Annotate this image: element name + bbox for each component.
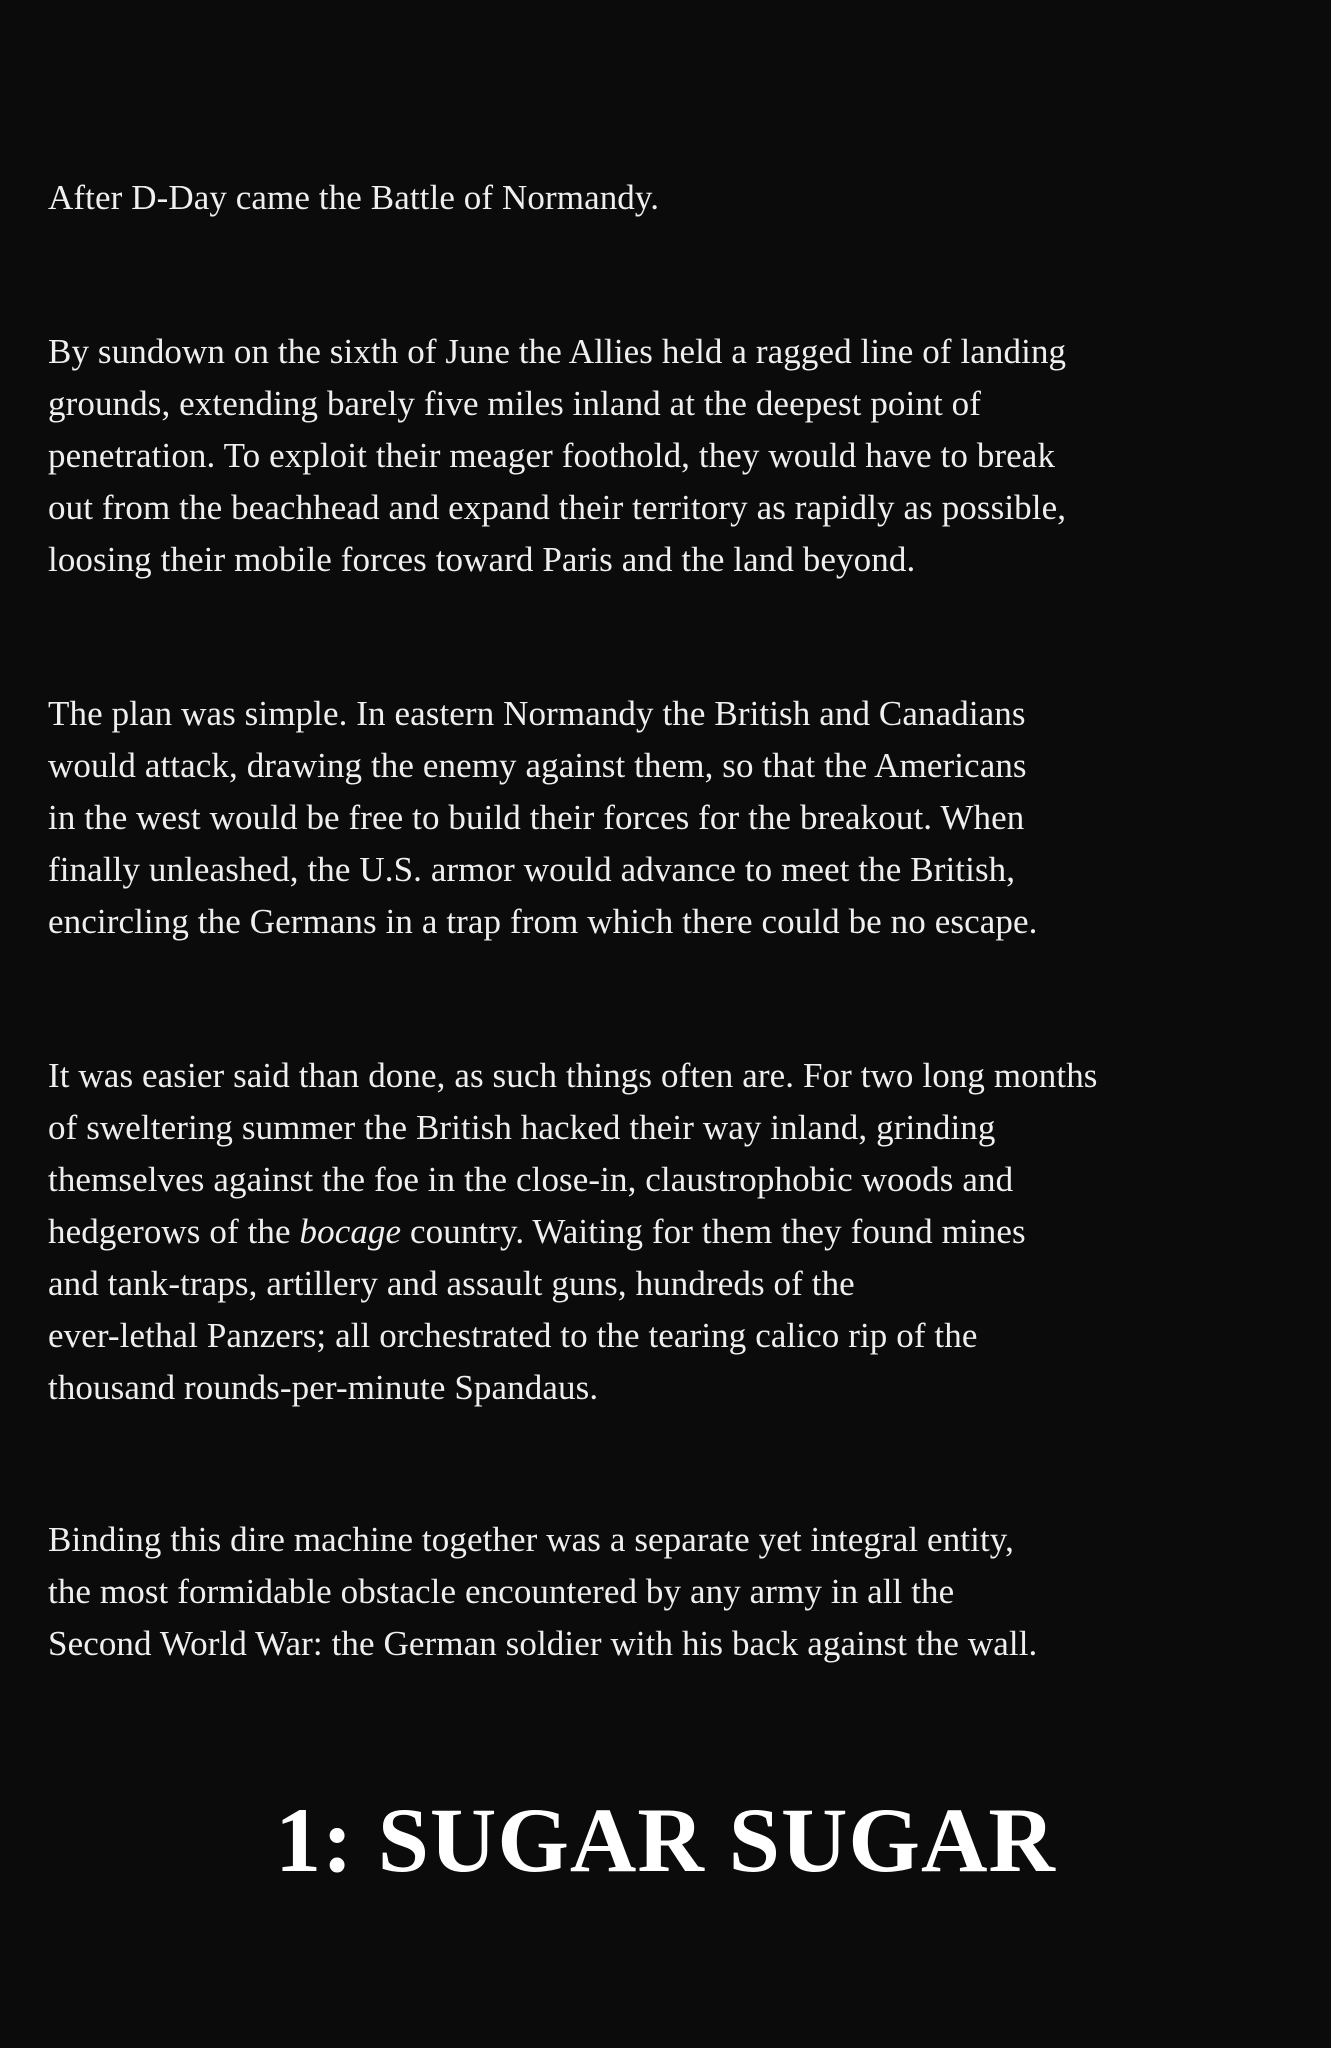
text-fragment: hedgerows of the <box>48 1212 300 1251</box>
text-line: The plan was simple. In eastern Normandy the British and Canadians <box>48 694 1026 733</box>
text-line: Binding this dire machine together was a separate yet integral entity, <box>48 1520 1014 1559</box>
paragraph-intro <box>48 172 1298 224</box>
text-line <box>48 1206 1298 1258</box>
text-line: After D-Day came the Battle of Normandy. <box>48 178 660 217</box>
text-line: grounds, extending barely five miles inland at the deepest point of <box>48 384 981 423</box>
paragraph-bocage <box>48 1050 1298 1414</box>
text-line: By sundown on the sixth of June the Allies held a ragged line of landing <box>48 332 1067 371</box>
text-line: penetration. To exploit their meager foothold, they would have to break <box>48 436 1056 475</box>
text-line: ever-lethal Panzers; all orchestrated to the tearing calico rip of the <box>48 1316 978 1355</box>
chapter-title: 1: SUGAR SUGAR <box>275 1789 1056 1891</box>
text-line: and tank-traps, artillery and assault guns, hundreds of the <box>48 1264 855 1303</box>
text-line: encircling the Germans in a trap from which there could be no escape. <box>48 902 1038 941</box>
text-line: would attack, drawing the enemy against them, so that the Americans <box>48 746 1027 785</box>
text-line: out from the beachhead and expand their territory as rapidly as possible, <box>48 488 1067 527</box>
text-line: of sweltering summer the British hacked their way inland, grinding <box>48 1108 996 1147</box>
text-line: thousand rounds-per-minute Spandaus. <box>48 1368 599 1407</box>
text-line: It was easier said than done, as such things often are. For two long months <box>48 1056 1098 1095</box>
text-fragment: country. Waiting for them they found mines <box>401 1212 1026 1251</box>
text-line: in the west would be free to build their forces for the breakout. When <box>48 798 1025 837</box>
italic-term: bocage <box>299 1212 402 1251</box>
paragraph-plan <box>48 688 1298 948</box>
text-line: Second World War: the German soldier with his back against the wall. <box>48 1624 1038 1663</box>
paragraph-sundown <box>48 326 1298 586</box>
text-line: themselves against the foe in the close-in, claustrophobic woods and <box>48 1160 1014 1199</box>
paragraph-german-soldier <box>48 1514 1298 1670</box>
text-line: finally unleashed, the U.S. armor would advance to meet the British, <box>48 850 1016 889</box>
text-line: loosing their mobile forces toward Paris and the land beyond. <box>48 540 916 579</box>
text-line: the most formidable obstacle encountered by any army in all the <box>48 1572 955 1611</box>
